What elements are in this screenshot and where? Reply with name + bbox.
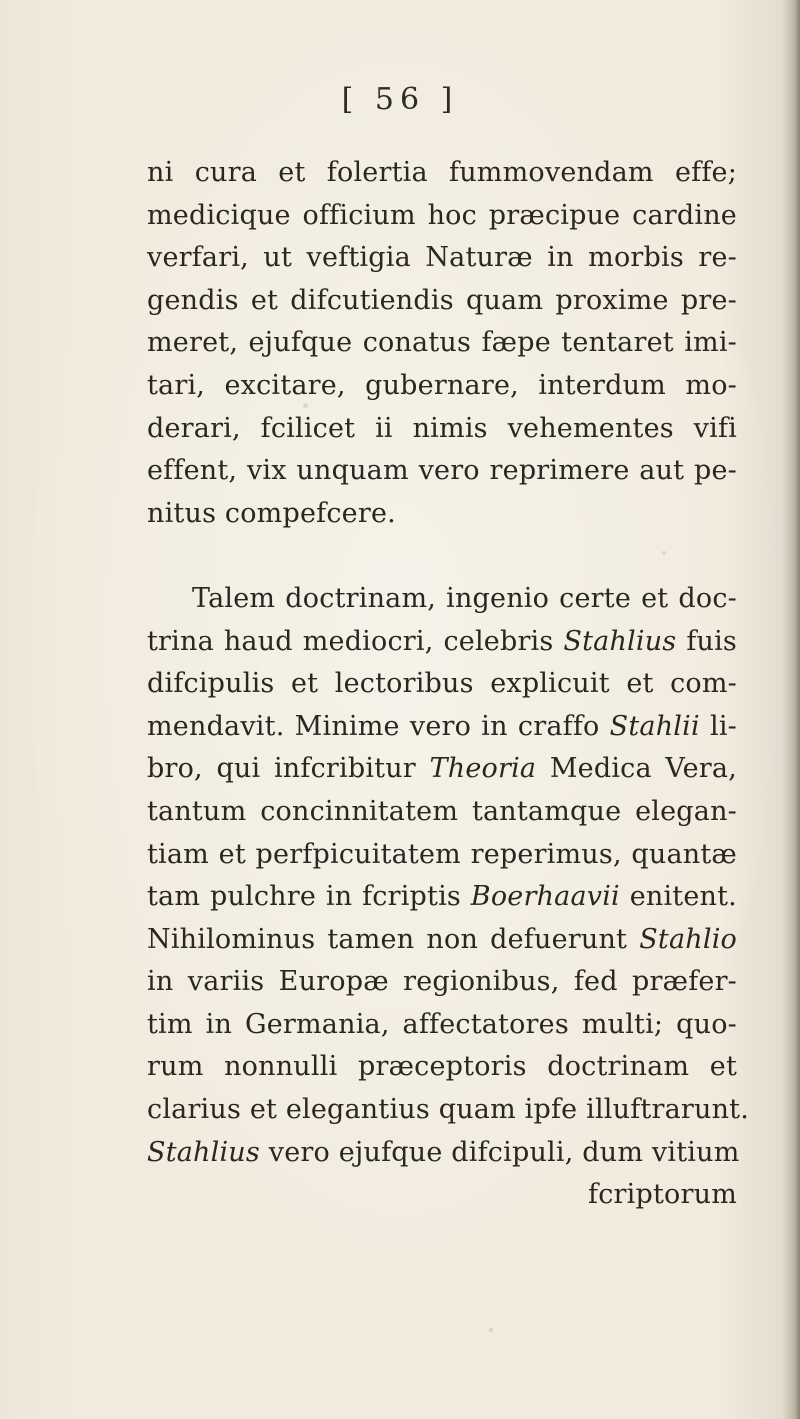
text-line: rum nonnulli præceptoris doctrinam et — [147, 1051, 737, 1083]
text-line — [147, 621, 737, 664]
text-line: verfari, ut veftigia Naturæ in morbis re- — [147, 242, 737, 274]
text-line: tim in Germania, affectatores multi; quo- — [147, 1008, 737, 1040]
text-line: medicique officium hoc præcipue cardine — [147, 199, 737, 231]
text-span: vero ejufque difcipuli, dum vitium — [268, 1136, 740, 1168]
book-title: Theoria — [429, 753, 537, 785]
text-span: li- — [709, 710, 737, 742]
text-line: nitus compefcere. — [147, 497, 396, 529]
page-edge-shadow — [782, 0, 800, 1419]
text-line — [147, 919, 737, 962]
text-span: bro, qui infcribitur — [147, 753, 416, 785]
text-line — [147, 748, 737, 791]
text-line: difcipulis et lectoribus explicuit et com- — [147, 668, 737, 700]
text-span: trina haud mediocri, celebris — [147, 625, 554, 657]
text-line: meret, ejufque conatus fæpe tentaret imi- — [147, 327, 737, 359]
text-line: Talem doctrinam, ingenio certe et doc- — [192, 582, 737, 614]
text-line — [147, 1132, 740, 1175]
author-name: Stahlii — [609, 710, 700, 742]
paragraph-gap — [147, 535, 737, 578]
catchword: fcriptorum — [588, 1179, 737, 1211]
text-line: in variis Europæ regionibus, fed præfer- — [147, 966, 737, 998]
text-line: derari, fcilicet ii nimis vehementes vifi — [147, 412, 737, 444]
text-span: mendavit. Minime vero in craffo — [147, 710, 600, 742]
text-line: clarius et elegantius quam ipfe illuftrarunt. — [147, 1094, 749, 1126]
text-line — [147, 876, 737, 919]
text-span: fuis — [686, 625, 737, 657]
text-line — [147, 706, 737, 749]
text-span: tam pulchre in fcriptis — [147, 881, 461, 913]
author-name: Boerhaavii — [470, 881, 620, 913]
text-span: Nihilominus tamen non defuerunt — [147, 923, 628, 955]
text-span: Medica Vera, — [549, 753, 737, 785]
text-line: tiam et perfpicuitatem reperimus, quantæ — [147, 838, 737, 870]
author-name: Stahlius — [147, 1136, 260, 1168]
text-line: ni cura et folertia fummovendam effe; — [147, 157, 737, 188]
author-name: Stahlio — [639, 923, 737, 955]
author-name: Stahlius — [563, 625, 677, 657]
text-line: tari, excitare, gubernare, interdum mo- — [147, 369, 737, 401]
text-line: effent, vix unquam vero reprimere aut pe- — [147, 455, 737, 487]
text-span: enitent. — [629, 881, 737, 913]
text-line: tantum concinnitatem tantamque elegan- — [147, 795, 737, 827]
page-number: [ 56 ] — [341, 82, 459, 117]
ink-speck — [489, 1328, 493, 1332]
body-text — [147, 152, 749, 1217]
text-line: gendis et difcutiendis quam proxime pre- — [147, 284, 737, 316]
